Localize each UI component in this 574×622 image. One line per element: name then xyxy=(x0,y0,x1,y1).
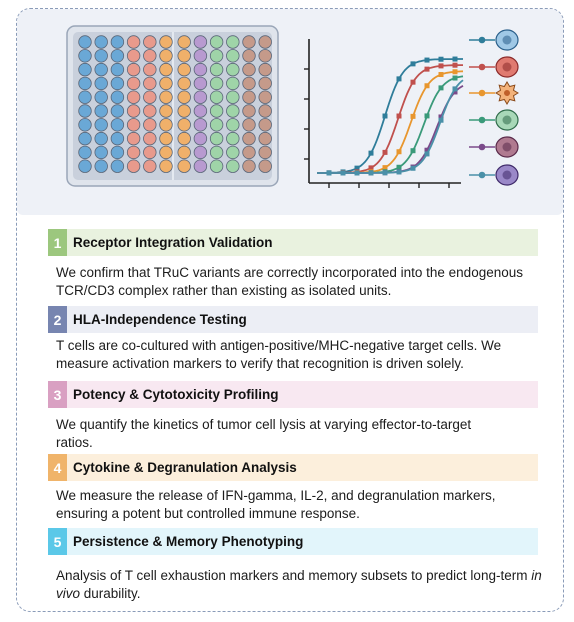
curve-point xyxy=(411,80,416,85)
plate-well xyxy=(95,50,108,63)
plate-well xyxy=(79,105,92,118)
plate-well xyxy=(243,91,256,104)
plate-well xyxy=(160,36,173,49)
plate-well xyxy=(127,91,140,104)
curve-point xyxy=(411,166,416,171)
legend-marker xyxy=(479,117,486,124)
plate-well xyxy=(160,132,173,145)
plate-well xyxy=(194,105,207,118)
cell-nucleus xyxy=(503,36,512,45)
legend-marker xyxy=(479,64,486,71)
plate-well xyxy=(243,146,256,159)
plate-well xyxy=(210,146,223,159)
plate-well xyxy=(111,77,124,90)
plate-well xyxy=(111,119,124,132)
step-5-body-text: Analysis of T cell exhaustion markers and memory subsets to predict long-term xyxy=(56,568,532,583)
curve-point xyxy=(425,58,430,63)
plate-well xyxy=(243,105,256,118)
dose-response-curves xyxy=(317,57,463,176)
curve-point xyxy=(425,67,430,72)
curve-point xyxy=(369,151,374,156)
plate-well xyxy=(178,36,191,49)
step-5-body-emphasis: in vivo xyxy=(56,568,542,601)
step-3-body: We quantify the kinetics of tumor cell lysis at varying effector-to-target ratios. xyxy=(56,417,472,450)
plate-well xyxy=(178,132,191,145)
plate-well xyxy=(194,63,207,76)
plate-well xyxy=(227,146,240,159)
step-1-title: Receptor Integration Validation xyxy=(67,229,538,256)
curve-point xyxy=(341,170,346,175)
step-1-header xyxy=(48,229,538,256)
plate-well xyxy=(243,36,256,49)
step-3 xyxy=(48,381,538,408)
curve-point xyxy=(383,114,388,119)
plate-well xyxy=(160,91,173,104)
plate-well xyxy=(95,77,108,90)
cell-legend xyxy=(469,30,518,185)
plate-well xyxy=(259,63,272,76)
plate-well xyxy=(227,119,240,132)
curve-point xyxy=(383,150,388,155)
curve-point xyxy=(453,86,458,91)
plate-well xyxy=(210,160,223,173)
plate-well xyxy=(227,91,240,104)
plate-well xyxy=(79,36,92,49)
plate-well xyxy=(243,119,256,132)
plate-well xyxy=(259,146,272,159)
plate-well xyxy=(79,160,92,173)
plate-well xyxy=(178,160,191,173)
assay-illustration xyxy=(17,9,563,215)
plate-well xyxy=(259,132,272,145)
plate-well xyxy=(79,146,92,159)
plate-well xyxy=(111,105,124,118)
plate-well xyxy=(227,132,240,145)
plate-well xyxy=(160,63,173,76)
plate-well xyxy=(95,63,108,76)
plate-well xyxy=(144,119,157,132)
plate-well xyxy=(210,119,223,132)
step-1-body: We confirm that TRuC variants are correctly incorporated into the endogenous TCR/CD3 complex rather than existing as isolated units. xyxy=(56,265,523,298)
curve-point xyxy=(397,165,402,170)
plate-well xyxy=(144,91,157,104)
plate-well xyxy=(194,132,207,145)
plate-well xyxy=(95,91,108,104)
plate-well xyxy=(178,77,191,90)
step-2-body: T cells are co-cultured with antigen-positive/MHC-negative target cells. We measure activation markers to verify that recognition is driven solely. xyxy=(56,338,502,371)
curve-point xyxy=(425,83,430,88)
plate-well xyxy=(144,36,157,49)
plate-well xyxy=(259,105,272,118)
curve-point xyxy=(439,57,444,62)
cell-nucleus xyxy=(503,171,512,180)
step-5-body xyxy=(56,567,546,603)
curve-point xyxy=(453,76,458,81)
legend-marker xyxy=(479,144,486,151)
step-5-number: 5 xyxy=(48,528,67,555)
plate-and-curves-graphic xyxy=(17,9,563,215)
plate-well xyxy=(144,132,157,145)
plate-well xyxy=(111,63,124,76)
curve-point xyxy=(327,170,332,175)
plate-well xyxy=(259,119,272,132)
plate-well xyxy=(160,77,173,90)
step-2-number: 2 xyxy=(48,306,67,333)
response-curve xyxy=(317,80,463,173)
step-1 xyxy=(48,229,538,256)
curve-point xyxy=(439,118,444,123)
plate-well xyxy=(178,119,191,132)
curve-point xyxy=(355,170,360,175)
curve-point xyxy=(439,72,444,77)
plate-well xyxy=(259,36,272,49)
plate-well xyxy=(210,63,223,76)
curve-point xyxy=(453,69,458,74)
plate-well xyxy=(194,146,207,159)
plate-well xyxy=(194,160,207,173)
plate-well xyxy=(160,50,173,63)
plate-well xyxy=(227,63,240,76)
legend-marker xyxy=(479,172,486,179)
step-5-title: Persistence & Memory Phenotyping xyxy=(67,528,538,555)
plate-well xyxy=(111,160,124,173)
plate-well xyxy=(160,119,173,132)
plate-well xyxy=(111,91,124,104)
curve-point xyxy=(369,170,374,175)
plate-well xyxy=(95,36,108,49)
plate-well xyxy=(79,119,92,132)
plate-well xyxy=(259,91,272,104)
plate-well xyxy=(259,77,272,90)
curve-point xyxy=(397,114,402,119)
cell-nucleus xyxy=(503,116,512,125)
plate-well xyxy=(160,146,173,159)
plate-well xyxy=(243,50,256,63)
plate-well xyxy=(194,50,207,63)
plate-well xyxy=(127,132,140,145)
plate-well xyxy=(144,50,157,63)
plate-well xyxy=(210,91,223,104)
step-4 xyxy=(48,454,538,481)
step-1-number: 1 xyxy=(48,229,67,256)
plate-well xyxy=(79,132,92,145)
plate-well xyxy=(127,160,140,173)
plate-well xyxy=(227,105,240,118)
plate-well xyxy=(95,146,108,159)
cell-nucleus xyxy=(504,90,510,96)
plate-well xyxy=(243,77,256,90)
plate-well xyxy=(127,146,140,159)
step-3-title: Potency & Cytotoxicity Profiling xyxy=(67,381,538,408)
response-curve xyxy=(317,76,463,173)
plate-well xyxy=(243,160,256,173)
plate-well xyxy=(79,91,92,104)
plate-well xyxy=(127,36,140,49)
curve-point xyxy=(425,151,430,156)
plate-well xyxy=(144,160,157,173)
curve-point xyxy=(439,63,444,68)
legend-marker xyxy=(479,37,486,44)
plate-well xyxy=(127,50,140,63)
plate-well xyxy=(79,63,92,76)
curve-point xyxy=(411,148,416,153)
step-4-title: Cytokine & Degranulation Analysis xyxy=(67,454,538,481)
plate-well xyxy=(95,119,108,132)
step-3-header xyxy=(48,381,538,408)
curve-point xyxy=(453,57,458,62)
curve-point xyxy=(439,85,444,90)
plate-well xyxy=(160,160,173,173)
step-2 xyxy=(48,306,538,333)
curve-point xyxy=(397,169,402,174)
plate-well xyxy=(178,146,191,159)
plate-well xyxy=(144,77,157,90)
plate-well xyxy=(95,132,108,145)
plate-well xyxy=(178,105,191,118)
plate-well xyxy=(178,91,191,104)
plate-well xyxy=(259,50,272,63)
cell-nucleus xyxy=(503,143,512,152)
plate-well xyxy=(144,63,157,76)
plate-well xyxy=(178,63,191,76)
plate-well xyxy=(95,160,108,173)
step-4-number: 4 xyxy=(48,454,67,481)
plate-well xyxy=(178,50,191,63)
plate-well xyxy=(127,63,140,76)
cell-nucleus xyxy=(503,63,512,72)
plate-well xyxy=(95,105,108,118)
plate-well xyxy=(194,36,207,49)
step-3-number: 3 xyxy=(48,381,67,408)
plate-well xyxy=(194,119,207,132)
plate-well xyxy=(259,160,272,173)
step-4-body: We measure the release of IFN-gamma, IL-2, and degranulation markers, ensuring a potent but controlled immune response. xyxy=(56,488,496,521)
curve-point xyxy=(425,113,430,118)
curve-point xyxy=(453,63,458,68)
plate-well xyxy=(210,36,223,49)
legend-marker xyxy=(479,90,486,97)
plate-well xyxy=(111,146,124,159)
plate-well xyxy=(194,91,207,104)
plate-well xyxy=(127,105,140,118)
plate-well xyxy=(144,105,157,118)
plate-well xyxy=(111,132,124,145)
step-5-header xyxy=(48,528,538,555)
plate-well xyxy=(127,77,140,90)
plate-well xyxy=(210,77,223,90)
step-4-header xyxy=(48,454,538,481)
plate-well xyxy=(227,36,240,49)
plate-well xyxy=(111,36,124,49)
plate-well xyxy=(227,160,240,173)
plate-well xyxy=(243,63,256,76)
plate-well xyxy=(210,50,223,63)
plate-well xyxy=(227,50,240,63)
plate-well xyxy=(227,77,240,90)
curve-point xyxy=(397,76,402,81)
step-2-title: HLA-Independence Testing xyxy=(67,306,538,333)
plate-well xyxy=(79,77,92,90)
curve-point xyxy=(411,114,416,119)
plate-well xyxy=(160,105,173,118)
plate-well xyxy=(194,77,207,90)
step-5-body-end: durability. xyxy=(80,586,141,601)
plate-well xyxy=(111,50,124,63)
plate-well xyxy=(79,50,92,63)
plate-well xyxy=(127,119,140,132)
step-2-header xyxy=(48,306,538,333)
curve-point xyxy=(383,170,388,175)
plate-well xyxy=(210,132,223,145)
step-5 xyxy=(48,528,538,555)
plate-well xyxy=(243,132,256,145)
plate-well xyxy=(210,105,223,118)
plate-well xyxy=(144,146,157,159)
curve-point xyxy=(397,149,402,154)
curve-point xyxy=(411,61,416,66)
